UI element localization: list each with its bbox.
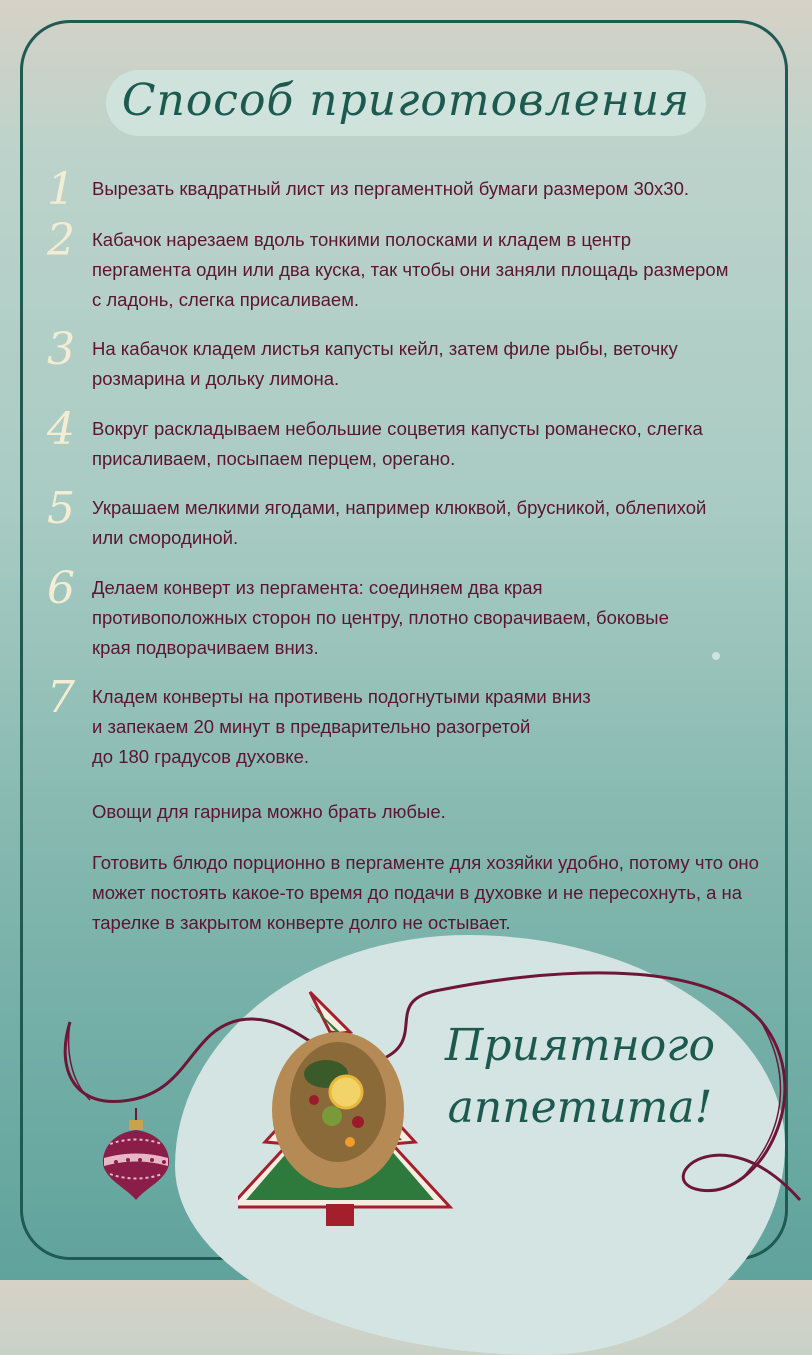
note-serving: Готовить блюдо порционно в пергаменте для хозяйки удобно, потому что оно может постоять какое-то время до подачи в духовке и не пересохнуть, а на тарелке в закрытом конверте долго не остывает. [92, 852, 759, 933]
step-number: 7 [47, 672, 75, 723]
step-text [92, 682, 772, 772]
step-text: Кабачок нарезаем вдоль тонкими полосками и кладем в центр пергамента один или два куска, так чтобы они заняли площадь размером с ладонь, слегка присаливаем. [92, 229, 729, 310]
decor-dot [712, 652, 720, 660]
greeting-line-2: аппетита! [447, 1082, 713, 1133]
step-text: Вокруг раскладываем небольшие соцветия капусты романеско, слегка присаливаем, посыпаем перцем, орегано. [92, 418, 703, 469]
step-number: 4 [47, 404, 75, 455]
greeting-line-1: Приятного [445, 1020, 715, 1071]
step-text: На кабачок кладем листья капусты кейл, затем филе рыбы, веточку розмарина и дольку лимона. [92, 338, 678, 389]
note-garnish: Овощи для гарнира можно брать любые. [92, 801, 446, 822]
christmas-ornament-icon [96, 1108, 176, 1208]
page-title: Способ приготовления [121, 75, 691, 126]
step-text: Вырезать квадратный лист из пергаментной бумаги размером 30х30. [92, 178, 690, 199]
step-number: 1 [47, 164, 75, 215]
step-number: 6 [47, 563, 75, 614]
greeting [400, 1015, 760, 1139]
step-text: Украшаем мелкими ягодами, например клюквой, брусникой, облепихой или смородиной. [92, 497, 707, 548]
step-number: 3 [47, 324, 75, 375]
step-text-line: до 180 градусов духовке. [92, 746, 310, 767]
step-text-line: Кладем конверты на противень подогнутыми краями вниз [92, 686, 591, 707]
step-text-line: и запекаем 20 минут в предварительно разогретой [92, 716, 531, 737]
step-number: 2 [47, 215, 75, 266]
step-number: 5 [47, 483, 75, 534]
step-text: Делаем конверт из пергамента: соединяем два края противоположных сторон по центру, плотно сворачиваем, боковые края подворачиваем вниз. [92, 577, 669, 658]
